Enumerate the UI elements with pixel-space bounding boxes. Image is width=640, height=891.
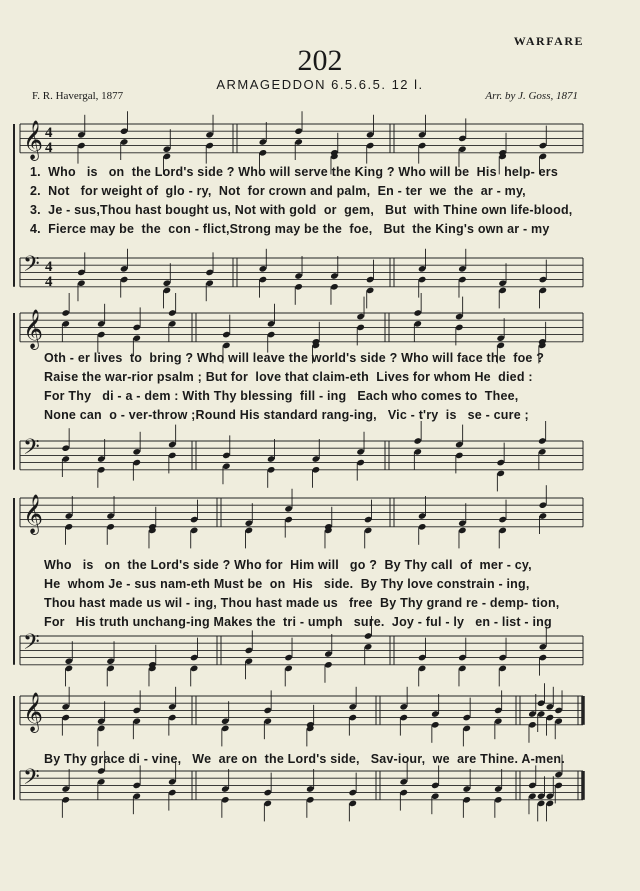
bass-clef-icon: 𝄢 [23,630,40,660]
bass-clef-icon: 𝄢 [23,765,40,795]
treble-clef-icon: 𝄞 [23,120,44,160]
lyric-line: For Thy di - a - dem : With Thy blessing fill - ing Each who comes to Thee, [44,389,519,403]
lyric-line: 3. Je - sus,Thou hast bought us, Not with gold or gem, But with Thine own life-blood, [30,203,573,217]
treble-clef-icon: 𝄞 [23,494,44,534]
lyric-line: Thou hast made us wil - ing, Thou hast made us free By Thy grand re - demp- tion, [44,596,560,610]
lyric-line: By Thy grace di - vine, We are on the Lord's side, Sav-iour, we are Thine. A-men. [44,752,565,766]
treble-clef-icon: 𝄞 [23,692,44,732]
lyric-line: Oth - er lives to bring ? Who will leave the world's side ? Who will face the foe ? [44,351,545,365]
bass-clef-icon: 𝄢 [23,252,40,282]
time-signature-bottom: 4 [45,274,53,290]
lyric-line: 4. Fierce may be the con - flict,Strong may be the foe, But the King's own ar - my [30,222,550,236]
arranger-credit: Arr. by J. Goss, 1871 [485,90,578,102]
time-signature-bottom: 4 [45,140,53,156]
lyric-line: He whom Je - sus nam-eth Must be on His side. By Thy love constrain - ing, [44,577,530,591]
lyric-line: Who is on the Lord's side ? Who for Him will go ? By Thy call of mer - cy, [44,558,532,572]
bass-clef-icon: 𝄢 [23,435,40,465]
treble-clef-icon: 𝄞 [23,309,44,349]
lyric-line: For His truth unchang-ing Makes the tri - umph sure. Joy - ful - ly en - list - ing [44,615,552,629]
lyric-line: 2. Not for weight of glo - ry, Not for crown and palm, En - ter we the ar - my, [30,184,526,198]
lyric-line: 1. Who is on the Lord's side ? Who will serve the King ? Who will be His help- ers [30,165,558,179]
lyric-line: None can o - ver-throw ;Round His standard rang-ing, Vic - t'ry is se - cure ; [44,408,529,422]
author-credit: F. R. Havergal, 1877 [32,90,124,102]
time-signature-top: 4 [45,259,53,275]
section-heading: WARFARE [513,34,584,48]
tune-name: ARMAGEDDON 6.5.6.5. 12 l. [216,77,424,92]
time-signature-top: 4 [45,125,53,141]
lyric-line: Raise the war-rior psalm ; But for love that claim-eth Lives for whom He died : [44,370,533,384]
hymn-number: 202 [297,44,343,77]
